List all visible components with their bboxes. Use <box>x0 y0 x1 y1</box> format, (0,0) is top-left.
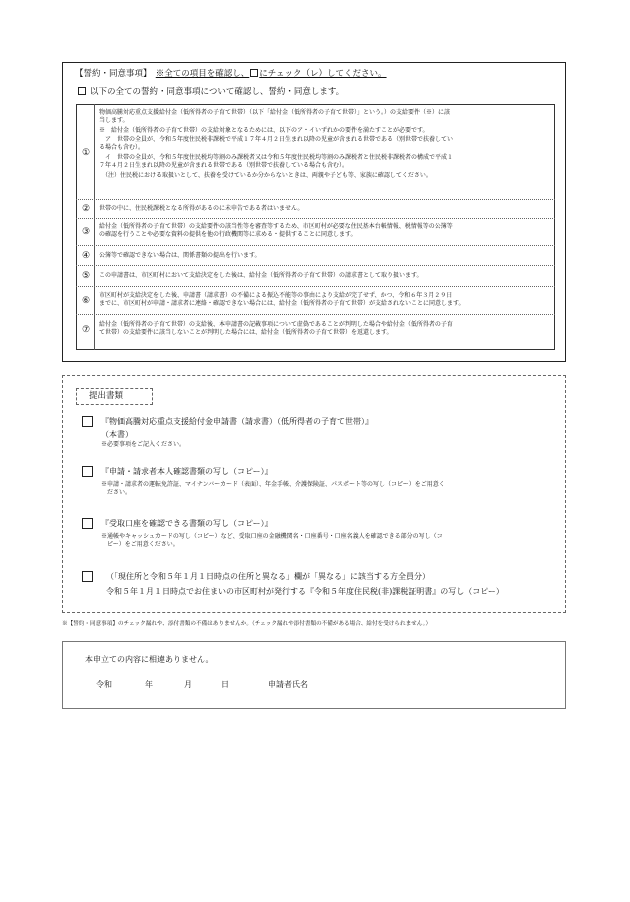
date-year-label[interactable]: 年 <box>145 680 153 689</box>
item-number: ① <box>81 148 91 158</box>
document-title: 『受取口座を確認できる書類の写し（コピー）』 <box>101 519 273 528</box>
item-line: イ 世帯の全員が、令和５年度住民税均等割のみ課税者又は令和５年度住民税均等割のみ課税者と住民税非課税者の構成で平成１ <box>99 154 454 162</box>
document-note: ※通帳やキャッシュカードの写し（コピー）など、受取口座の金融機関名・口座番号・口座名義人を確認できる部分の写し（コ <box>101 533 443 540</box>
item-line: る場合も含む）。 <box>99 143 145 151</box>
document-checkbox-4[interactable] <box>82 571 93 582</box>
item-number: ⑦ <box>81 325 91 335</box>
item-line: 給付金（低所得者の子育て世帯）の支給後、本申請書の記載事項について虚偽であることが判明した場合や給付金（低所得者の子育 <box>99 321 453 328</box>
item-line: 公簿等で確認できない場合は、関係書類の提出を行います。 <box>99 252 261 259</box>
document-note: ピー）をご用意ください。 <box>101 541 179 548</box>
item-line: この申請書は、市区町村において支給決定をした後は、給付金（低所得者の子育て世帯）の請求書として取り扱います。 <box>99 272 423 279</box>
item-line: 当します。 <box>99 117 129 125</box>
date-era: 令和 <box>96 680 112 689</box>
item-number: ⑥ <box>81 296 91 306</box>
document-checkbox-1[interactable] <box>82 416 93 427</box>
pledge-item-5 <box>99 272 551 280</box>
pledge-agree-label: 以下の全ての誓約・同意事項について確認し、誓約・同意します。 <box>90 87 345 97</box>
item-number: ④ <box>81 251 91 261</box>
item-line: ※ 給付金（低所得者の子育て世帯）の支給対象となるためには、以下のア・イいずれかの要件を満たすことが必要です。 <box>99 127 429 135</box>
footnote: ※【誓約・同意事項】のチェック漏れや、添付書類の不備はありませんか。（チェック漏れや添付書類の不備がある場合、給付を受けられません。） <box>62 621 432 627</box>
document-sub: 令和５年１月１日時点でお住まいの市区町村が発行する『令和５年度住民税(非)課税証明書』の写し（コピー） <box>106 587 504 596</box>
declaration-box <box>62 641 566 709</box>
declaration-statement: 本申立ての内容に相違ありません。 <box>85 655 214 664</box>
item-line: て世帯）の支給要件に該当しないことが判明した場合には、給付金（低所得者の子育て世帯）を返還します。 <box>99 329 393 337</box>
document-item-3 <box>101 519 551 549</box>
document-checkbox-2[interactable] <box>82 466 93 477</box>
item-line: ア 世帯の全員が、令和５年度住民税非課税で平成１７年４月２日生まれ以降の児童が含まれる世帯である（別世帯で扶養してい <box>99 135 454 143</box>
pledge-item-2 <box>99 205 551 213</box>
document-checkbox-3[interactable] <box>82 518 93 529</box>
applicant-name-label[interactable]: 申請者氏名 <box>268 680 308 689</box>
document-title: 『物価高騰対応重点支援給付金申請書（請求書）（低所得者の子育て世帯）』 <box>101 417 373 426</box>
item-line: 物価高騰対応重点支援給付金（低所得者の子育て世帯）（以下「給付金（低所得者の子育て世帯）」という。）の支給要件（※）に該 <box>99 109 451 116</box>
pledge-item-7 <box>99 321 551 337</box>
document-item-2 <box>101 467 551 497</box>
document-note: ださい。 <box>101 489 132 496</box>
item-line: ７年４月２日生まれ以降の児童が含まれる世帯である（別世帯で扶養している場合も含む）。 <box>99 162 349 170</box>
row-divider <box>76 199 555 200</box>
pledge-item-1 <box>99 109 551 181</box>
pledge-header <box>75 69 387 80</box>
item-line: 世帯の中に、住民税課税となる所得があるのに未申告である者はいません。 <box>99 205 304 212</box>
pledge-item-4 <box>99 252 551 260</box>
item-line: 市区町村が支給決定をした後、申請書（請求書）の不備による振込不能等の事由により支給が完了せず、かつ、令和６年３月２９日 <box>99 292 453 299</box>
pledge-item-6 <box>99 292 551 308</box>
document-title: 『申請・請求者本人確認書類の写し（コピー）』 <box>101 467 273 476</box>
item-number: ② <box>81 204 91 214</box>
pledge-instruction-post: にチェック（レ）してください。 <box>259 69 387 79</box>
document-note: ※必要事項をご記入ください。 <box>101 441 186 448</box>
document-title: （「現住所と令和５年１月１日時点の住所と異なる」欄が「異なる」に該当する方全員分） <box>106 572 430 581</box>
item-line: の確認を行うことや必要な資料の提供を他の行政機関等に求める・提供することに同意します。 <box>99 231 357 239</box>
document-item-4 <box>106 572 551 597</box>
row-divider <box>76 245 555 246</box>
date-day-label[interactable]: 日 <box>221 680 229 689</box>
row-divider <box>76 286 555 287</box>
document-item-1 <box>101 417 551 449</box>
item-number: ③ <box>81 227 91 237</box>
pledge-agree-checkbox[interactable] <box>78 87 86 95</box>
row-divider <box>76 265 555 266</box>
pledge-item-3 <box>99 223 551 239</box>
item-line: 給付金（低所得者の子育て世帯）の支給要件の該当性等を審査等するため、市区町村が必要な住民基本台帳情報、税情報等の公簿等 <box>99 223 453 230</box>
date-month-label[interactable]: 月 <box>184 680 192 689</box>
row-divider <box>76 314 555 315</box>
document-sub: （本書） <box>101 430 133 439</box>
pledge-title: 【誓約・同意事項】 <box>75 69 148 79</box>
pledge-agree-row[interactable] <box>78 87 344 98</box>
document-note: ※申請・請求者の運転免許証、マイナンバーカード（表面）、年金手帳、介護保険証、パスポート等の写し（コピー）をご用意く <box>101 481 445 488</box>
row-divider <box>76 218 555 219</box>
documents-title: 提出書類 <box>89 391 124 401</box>
item-number: ⑤ <box>81 271 91 281</box>
pledge-instruction-pre: ※全ての項目を確認し、 <box>155 69 250 79</box>
checkbox-icon <box>250 69 258 77</box>
item-line: までに、市区町村が申請・請求者に連絡・確認できない場合には、給付金（低所得者の子育て世帯）が支給されないことに同意します。 <box>99 300 465 308</box>
item-line: （注）住民税における取扱いとして、扶養を受けているか分からないときは、両親や子ども等、家族に確認してください。 <box>99 172 432 180</box>
